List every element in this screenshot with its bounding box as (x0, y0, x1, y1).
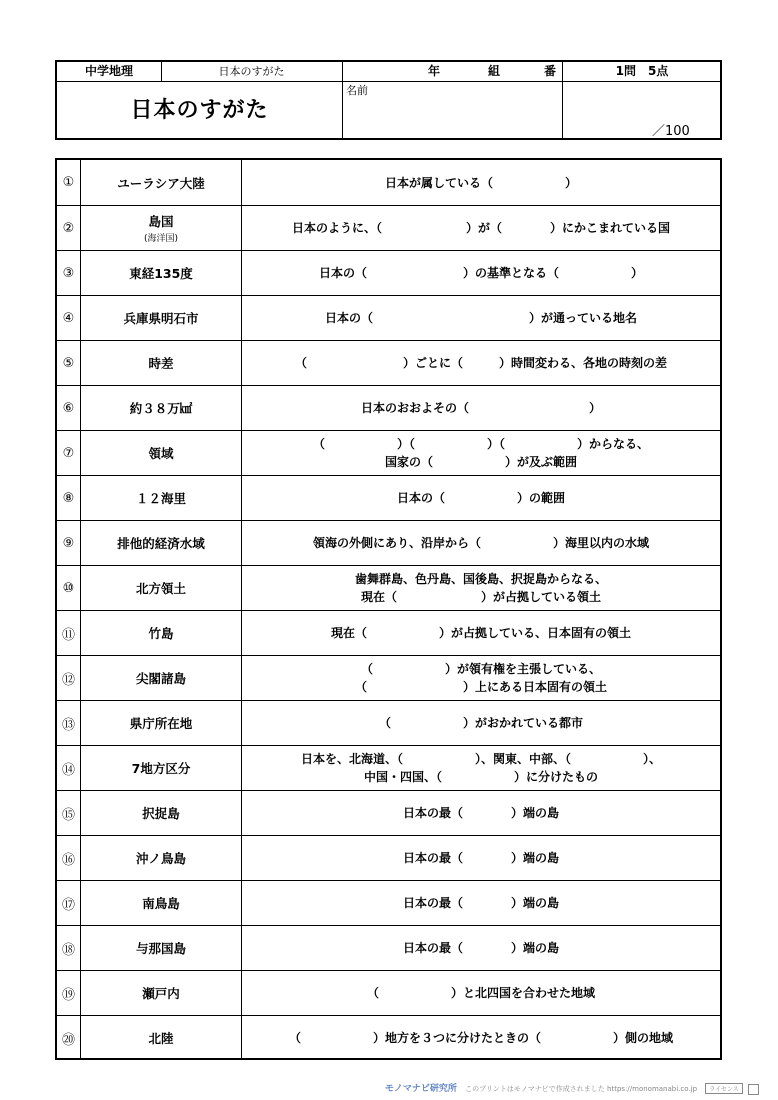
divider (57, 81, 562, 82)
question-term (81, 431, 242, 475)
question-number: ② (57, 206, 81, 250)
description-line: 日本の（ ）が通っている地名 (324, 311, 637, 325)
question-row (57, 565, 720, 610)
description-line: 日本の最（ ）端の島 (402, 941, 559, 955)
divider (342, 62, 343, 140)
description-line: 日本の最（ ）端の島 (402, 896, 559, 910)
question-number: ⑤ (57, 341, 81, 385)
term-text: 東経135度 (129, 266, 193, 281)
question-description (242, 971, 720, 1015)
question-description (242, 836, 720, 880)
question-term (81, 296, 242, 340)
question-row (57, 700, 720, 745)
description-line: 領海の外側にあり、沿岸から（ ）海里以内の水域 (312, 536, 649, 550)
question-term (81, 341, 242, 385)
question-number: ⑯ (57, 836, 81, 880)
license-badge: ライセンス (705, 1083, 742, 1094)
question-description (242, 476, 720, 520)
subject-label: 中学地理 (84, 64, 133, 78)
description-line: （ ）ごとに（ ）時間変わる、各地の時刻の差 (294, 356, 667, 370)
term-text: 7地方区分 (131, 761, 191, 776)
question-row (57, 610, 720, 655)
question-term (81, 206, 242, 250)
description-line: （ ）がおかれている都市 (378, 716, 583, 730)
question-number: ⑱ (57, 926, 81, 970)
name-label: 名前 (346, 84, 368, 97)
question-number: ⑥ (57, 386, 81, 430)
question-term (81, 746, 242, 790)
footer (385, 1081, 759, 1095)
question-row (57, 385, 720, 430)
question-term (81, 836, 242, 880)
question-number: ⑬ (57, 701, 81, 745)
description-line: （ ）地方を３つに分けたときの（ ）側の地域 (288, 1031, 673, 1045)
question-number: ⑭ (57, 746, 81, 790)
class-label: 組 (488, 64, 501, 78)
term-text: 兵庫県明石市 (123, 311, 199, 326)
question-description (242, 341, 720, 385)
question-term (81, 386, 242, 430)
description-line: 現在（ ）が占拠している領土 (360, 590, 601, 604)
question-description (242, 521, 720, 565)
question-row (57, 475, 720, 520)
question-number: ⑮ (57, 791, 81, 835)
question-term (81, 160, 242, 205)
worksheet-header (55, 60, 722, 140)
question-term (81, 566, 242, 610)
description-line: 日本の（ ）の基準となる（ ） (318, 266, 643, 280)
question-row (57, 790, 720, 835)
question-description (242, 746, 720, 790)
question-number: ⑫ (57, 656, 81, 700)
question-number: ① (57, 160, 81, 205)
question-row (57, 250, 720, 295)
term-text: 県庁所在地 (129, 716, 193, 731)
score-rule: 1問 5点 (615, 64, 669, 78)
term-text: 排他的経済水域 (117, 536, 205, 551)
term-text: １２海里 (135, 491, 186, 506)
question-number: ③ (57, 251, 81, 295)
term-text: 北陸 (148, 1031, 174, 1046)
question-term (81, 656, 242, 700)
question-description (242, 881, 720, 925)
term-text: 北方領土 (135, 581, 186, 596)
question-row (57, 340, 720, 385)
question-row (57, 520, 720, 565)
question-number: ⑨ (57, 521, 81, 565)
question-row (57, 745, 720, 790)
term-text: 島国 (148, 214, 174, 229)
term-text: 竹島 (148, 626, 174, 641)
question-term (81, 971, 242, 1015)
question-description (242, 296, 720, 340)
term-text: 時差 (148, 356, 174, 371)
term-text: 尖閣諸島 (135, 671, 186, 686)
description-line: （ ）上にある日本固有の領土 (354, 680, 607, 694)
question-number: ④ (57, 296, 81, 340)
description-line: 日本のおおよその（ ） (360, 401, 601, 415)
question-number: ⑲ (57, 971, 81, 1015)
divider (562, 62, 563, 140)
question-row (57, 160, 720, 205)
term-text: 択捉島 (142, 806, 180, 821)
term-text: 領域 (148, 446, 174, 461)
question-row (57, 655, 720, 700)
question-description (242, 431, 720, 475)
term-text: 与那国島 (135, 941, 186, 956)
question-row (57, 1015, 720, 1060)
footer-text: このプリントはモノマナビで作成されました https://monomanabi.co.jp (465, 1085, 698, 1093)
question-description (242, 926, 720, 970)
question-term (81, 701, 242, 745)
question-term (81, 251, 242, 295)
description-line: 日本の最（ ）端の島 (402, 851, 559, 865)
page-title: 日本のすがた (130, 98, 269, 123)
class-number-line (342, 62, 562, 81)
question-row (57, 925, 720, 970)
seat-number-label: 番 (544, 64, 557, 78)
total-score: ／100 (652, 124, 690, 139)
description-line: 中国・四国、（ ）に分けたもの (363, 770, 598, 784)
question-number: ⑧ (57, 476, 81, 520)
term-text: 南鳥島 (142, 896, 180, 911)
question-number: ⑪ (57, 611, 81, 655)
question-row (57, 295, 720, 340)
description-line: 現在（ ）が占拠している、日本固有の領土 (330, 626, 631, 640)
question-description (242, 611, 720, 655)
question-description (242, 566, 720, 610)
question-term (81, 521, 242, 565)
question-term (81, 881, 242, 925)
term-subtext: (海洋国) (143, 234, 179, 244)
question-number: ⑩ (57, 566, 81, 610)
description-line: 歯舞群島、色丹島、国後島、択捉島からなる、 (354, 572, 607, 586)
question-description (242, 251, 720, 295)
description-line: （ ）が領有権を主張している、 (360, 662, 601, 676)
year-label: 年 (428, 64, 441, 78)
question-row (57, 835, 720, 880)
question-row (57, 205, 720, 250)
question-description (242, 386, 720, 430)
description-line: （ ）と北四国を合わせた地域 (366, 986, 595, 1000)
term-text: 約３８万㎢ (129, 401, 193, 416)
description-line: 日本が属している（ ） (384, 175, 577, 190)
question-row (57, 430, 720, 475)
question-term (81, 1016, 242, 1060)
question-term (81, 791, 242, 835)
description-line: 国家の（ ）が及ぶ範囲 (384, 455, 577, 469)
description-line: 日本を、北海道、（ ）、関東、中部、（ ）、 (300, 752, 661, 766)
question-description (242, 206, 720, 250)
cc-icon (748, 1084, 759, 1095)
question-term (81, 476, 242, 520)
question-description (242, 701, 720, 745)
description-line: 日本のように、（ ）が（ ）にかこまれている国 (291, 221, 670, 235)
question-description (242, 160, 720, 205)
question-description (242, 1016, 720, 1060)
question-description (242, 656, 720, 700)
divider (562, 81, 722, 82)
question-term (81, 926, 242, 970)
question-number: ⑰ (57, 881, 81, 925)
question-number: ⑦ (57, 431, 81, 475)
question-description (242, 791, 720, 835)
question-row (57, 970, 720, 1015)
term-text: 沖ノ鳥島 (135, 851, 186, 866)
description-line: 日本の最（ ）端の島 (402, 806, 559, 820)
description-line: （ ）（ ）（ ）からなる、 (312, 437, 649, 451)
unit-label: 日本のすがた (218, 65, 285, 78)
question-term (81, 611, 242, 655)
description-line: 日本の（ ）の範囲 (396, 491, 565, 505)
divider (161, 62, 162, 81)
question-number: ⑳ (57, 1016, 81, 1060)
brand-logo: モノマナビ研究所 (385, 1084, 457, 1094)
term-text: ユーラシア大陸 (117, 175, 205, 191)
term-text: 瀬戸内 (142, 986, 180, 1001)
question-table (55, 158, 722, 1060)
question-row (57, 880, 720, 925)
